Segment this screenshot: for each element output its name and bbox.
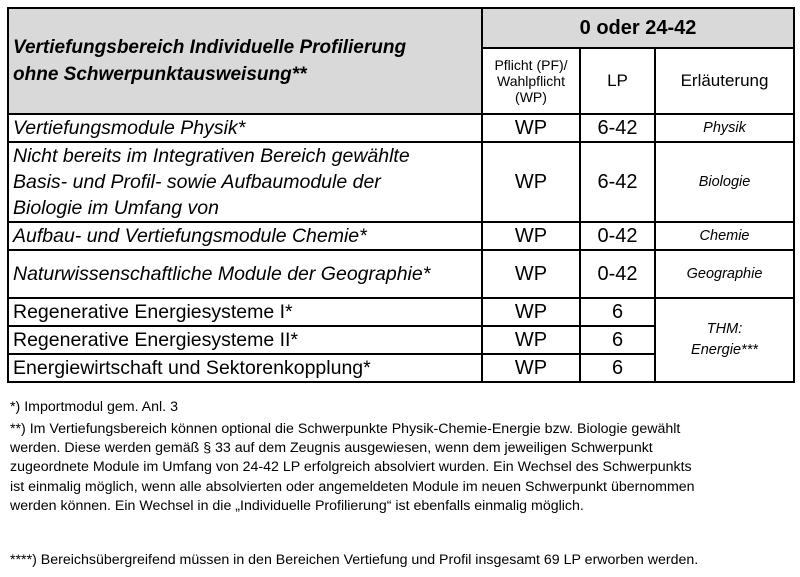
module-type: WP xyxy=(482,354,580,382)
energy-note xyxy=(655,298,794,382)
table-row xyxy=(8,250,794,298)
table-row xyxy=(8,114,794,142)
module-lp: 0-42 xyxy=(580,222,655,250)
module-name: Nicht bereits im Integrativen Bereich gewählte Basis- und Profil- sowie Aufbaumodule der Biologie im Umfang von xyxy=(8,142,482,222)
module-note: Geographie xyxy=(655,250,794,298)
module-lp: 6-42 xyxy=(580,142,655,222)
column-header-lp: LP xyxy=(580,48,655,114)
module-name: Regenerative Energiesysteme II* xyxy=(8,326,482,354)
module-lp: 0-42 xyxy=(580,250,655,298)
table-title-line1: Vertiefungsbereich Individuelle Profilierung xyxy=(13,37,407,58)
module-type: WP xyxy=(482,142,580,222)
lp-range-header: 0 oder 24-42 xyxy=(482,8,794,48)
energy-note-line2: Energie*** xyxy=(691,342,758,358)
footnote-import: *) Importmodul gem. Anl. 3 xyxy=(10,399,178,415)
footnote-bereich: ****) Bereichsübergreifend müssen in den Bereichen Vertiefung und Profil insgesamt 69 LP erworben werden. xyxy=(10,552,699,568)
module-name: Energiewirtschaft und Sektorenkopplung* xyxy=(8,354,482,382)
module-type: WP xyxy=(482,114,580,142)
table-row xyxy=(8,298,794,326)
module-lp: 6 xyxy=(580,298,655,326)
table-title-line2: ohne Schwerpunktausweisung** xyxy=(13,64,307,85)
module-type: WP xyxy=(482,326,580,354)
footnote-schwerpunkt: **) Im Vertiefungsbereich können optional die Schwerpunkte Physik-Chemie-Energie bzw. Biologie gewählt werden. Diese werden gemäß § 33 auf dem Zeugnis ausgewiesen, wenn dem jeweiligen Schwerpunkt zugeordnete Module im Umfang von 24-42 LP erfolgreich absolviert wurden. Ein Wechsel des Schwerpunkts ist einmalig möglich, wenn alle absolvierten oder angemeldeten Module im neuen Schwerpunkt übernommen werden können. Ein Wechsel in die „Individuelle Profilierung“ ist ebenfalls einmalig möglich. xyxy=(10,421,695,514)
module-name: Regenerative Energiesysteme I* xyxy=(8,298,482,326)
module-name: Naturwissenschaftliche Module der Geographie* xyxy=(8,250,482,298)
table-row xyxy=(8,222,794,250)
energy-note-line1: THM: xyxy=(706,321,743,337)
module-type: WP xyxy=(482,222,580,250)
module-name: Aufbau- und Vertiefungsmodule Chemie* xyxy=(8,222,482,250)
column-header-erlaeuterung: Erläuterung xyxy=(655,48,794,114)
module-lp: 6 xyxy=(580,326,655,354)
column-header-pflicht: Pflicht (PF)/ Wahlpflicht (WP) xyxy=(482,48,580,114)
module-name: Vertiefungsmodule Physik* xyxy=(8,114,482,142)
module-note: Chemie xyxy=(655,222,794,250)
module-lp: 6-42 xyxy=(580,114,655,142)
table-title xyxy=(8,8,482,114)
module-type: WP xyxy=(482,298,580,326)
module-table xyxy=(7,7,795,383)
module-note: Physik xyxy=(655,114,794,142)
module-type: WP xyxy=(482,250,580,298)
module-note: Biologie xyxy=(655,142,794,222)
module-lp: 6 xyxy=(580,354,655,382)
table-row xyxy=(8,142,794,222)
